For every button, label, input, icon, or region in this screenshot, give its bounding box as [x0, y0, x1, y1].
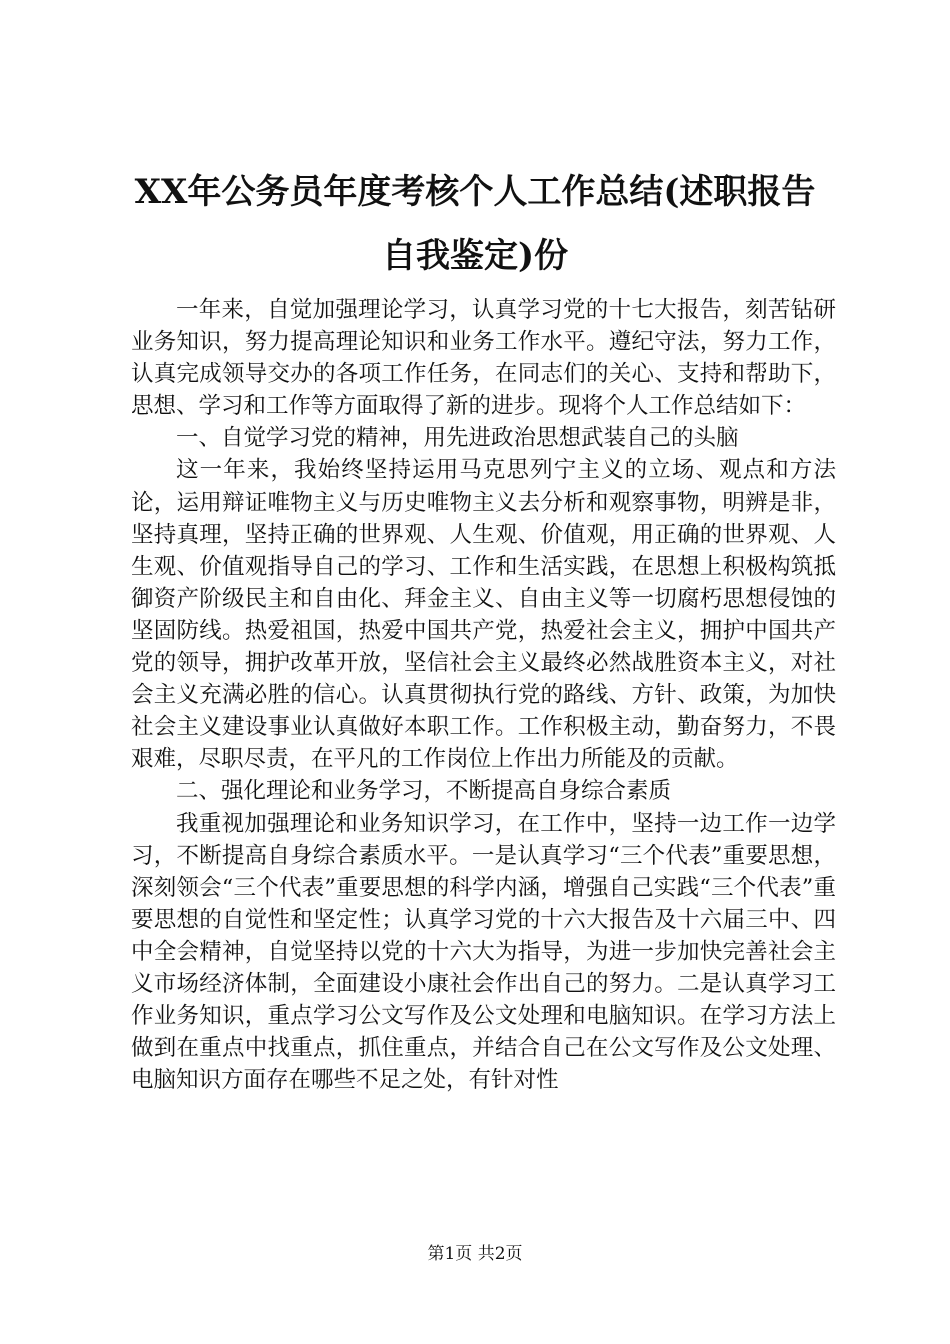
- section-2-paragraph: 我重视加强理论和业务知识学习，在工作中，坚持一边工作一边学习，不断提高自身综合素质水平。一是认真学习“三个代表”重要思想，深刻领会“三个代表”重要思想的科学内涵，增强自己实践“三个代表”重要思想的自觉性和坚定性；认真学习党的十六大报告及十六届三中、四中全会精神，自觉坚持以党的十六大为指导，为进一步加快完善社会主义市场经济体制，全面建设小康社会作出自己的努力。二是认真学习工作业务知识，重点学习公文写作及公文处理和电脑知识。在学习方法上做到在重点中找重点，抓住重点，并结合自己在公文写作及公文处理、电脑知识方面存在哪些不足之处，有针对性: [131, 810, 836, 1094]
- section-heading-2: 二、强化理论和业务学习，不断提高自身综合素质: [176, 778, 672, 805]
- section-heading-1: 一、自觉学习党的精神，用先进政治思想武装自己的头脑: [176, 425, 739, 452]
- title-line-1: XX年公务员年度考核个人工作总结(述职报告: [134, 172, 816, 212]
- document-body: [131, 294, 836, 1096]
- document-title: [110, 160, 840, 288]
- title-line-2: 自我鉴定)份: [381, 236, 569, 276]
- intro-paragraph: 一年来，自觉加强理论学习，认真学习党的十七大报告，刻苦钻研业务知识，努力提高理论知识和业务工作水平。遵纪守法，努力工作，认真完成领导交办的各项工作任务，在同志们的关心、支持和帮助下，思想、学习和工作等方面取得了新的进步。现将个人工作总结如下：: [131, 297, 836, 420]
- page-number-footer: 第1页 共2页: [427, 1244, 523, 1264]
- section-1-paragraph: 这一年来，我始终坚持运用马克思列宁主义的立场、观点和方法论，运用辩证唯物主义与历史唯物主义去分析和观察事物，明辨是非，坚持真理，坚持正确的世界观、人生观、价值观，用正确的世界观、人生观、价值观指导自己的学习、工作和生活实践，在思想上积极构筑抵御资产阶级民主和自由化、拜金主义、自由主义等一切腐朽思想侵蚀的坚固防线。热爱祖国，热爱中国共产党，热爱社会主义，拥护中国共产党的领导，拥护改革开放，坚信社会主义最终必然战胜资本主义，对社会主义充满必胜的信心。认真贯彻执行党的路线、方针、政策，为加快社会主义建设事业认真做好本职工作。工作积极主动，勤奋努力，不畏艰难，尽职尽责，在平凡的工作岗位上作出力所能及的贡献。: [131, 457, 836, 773]
